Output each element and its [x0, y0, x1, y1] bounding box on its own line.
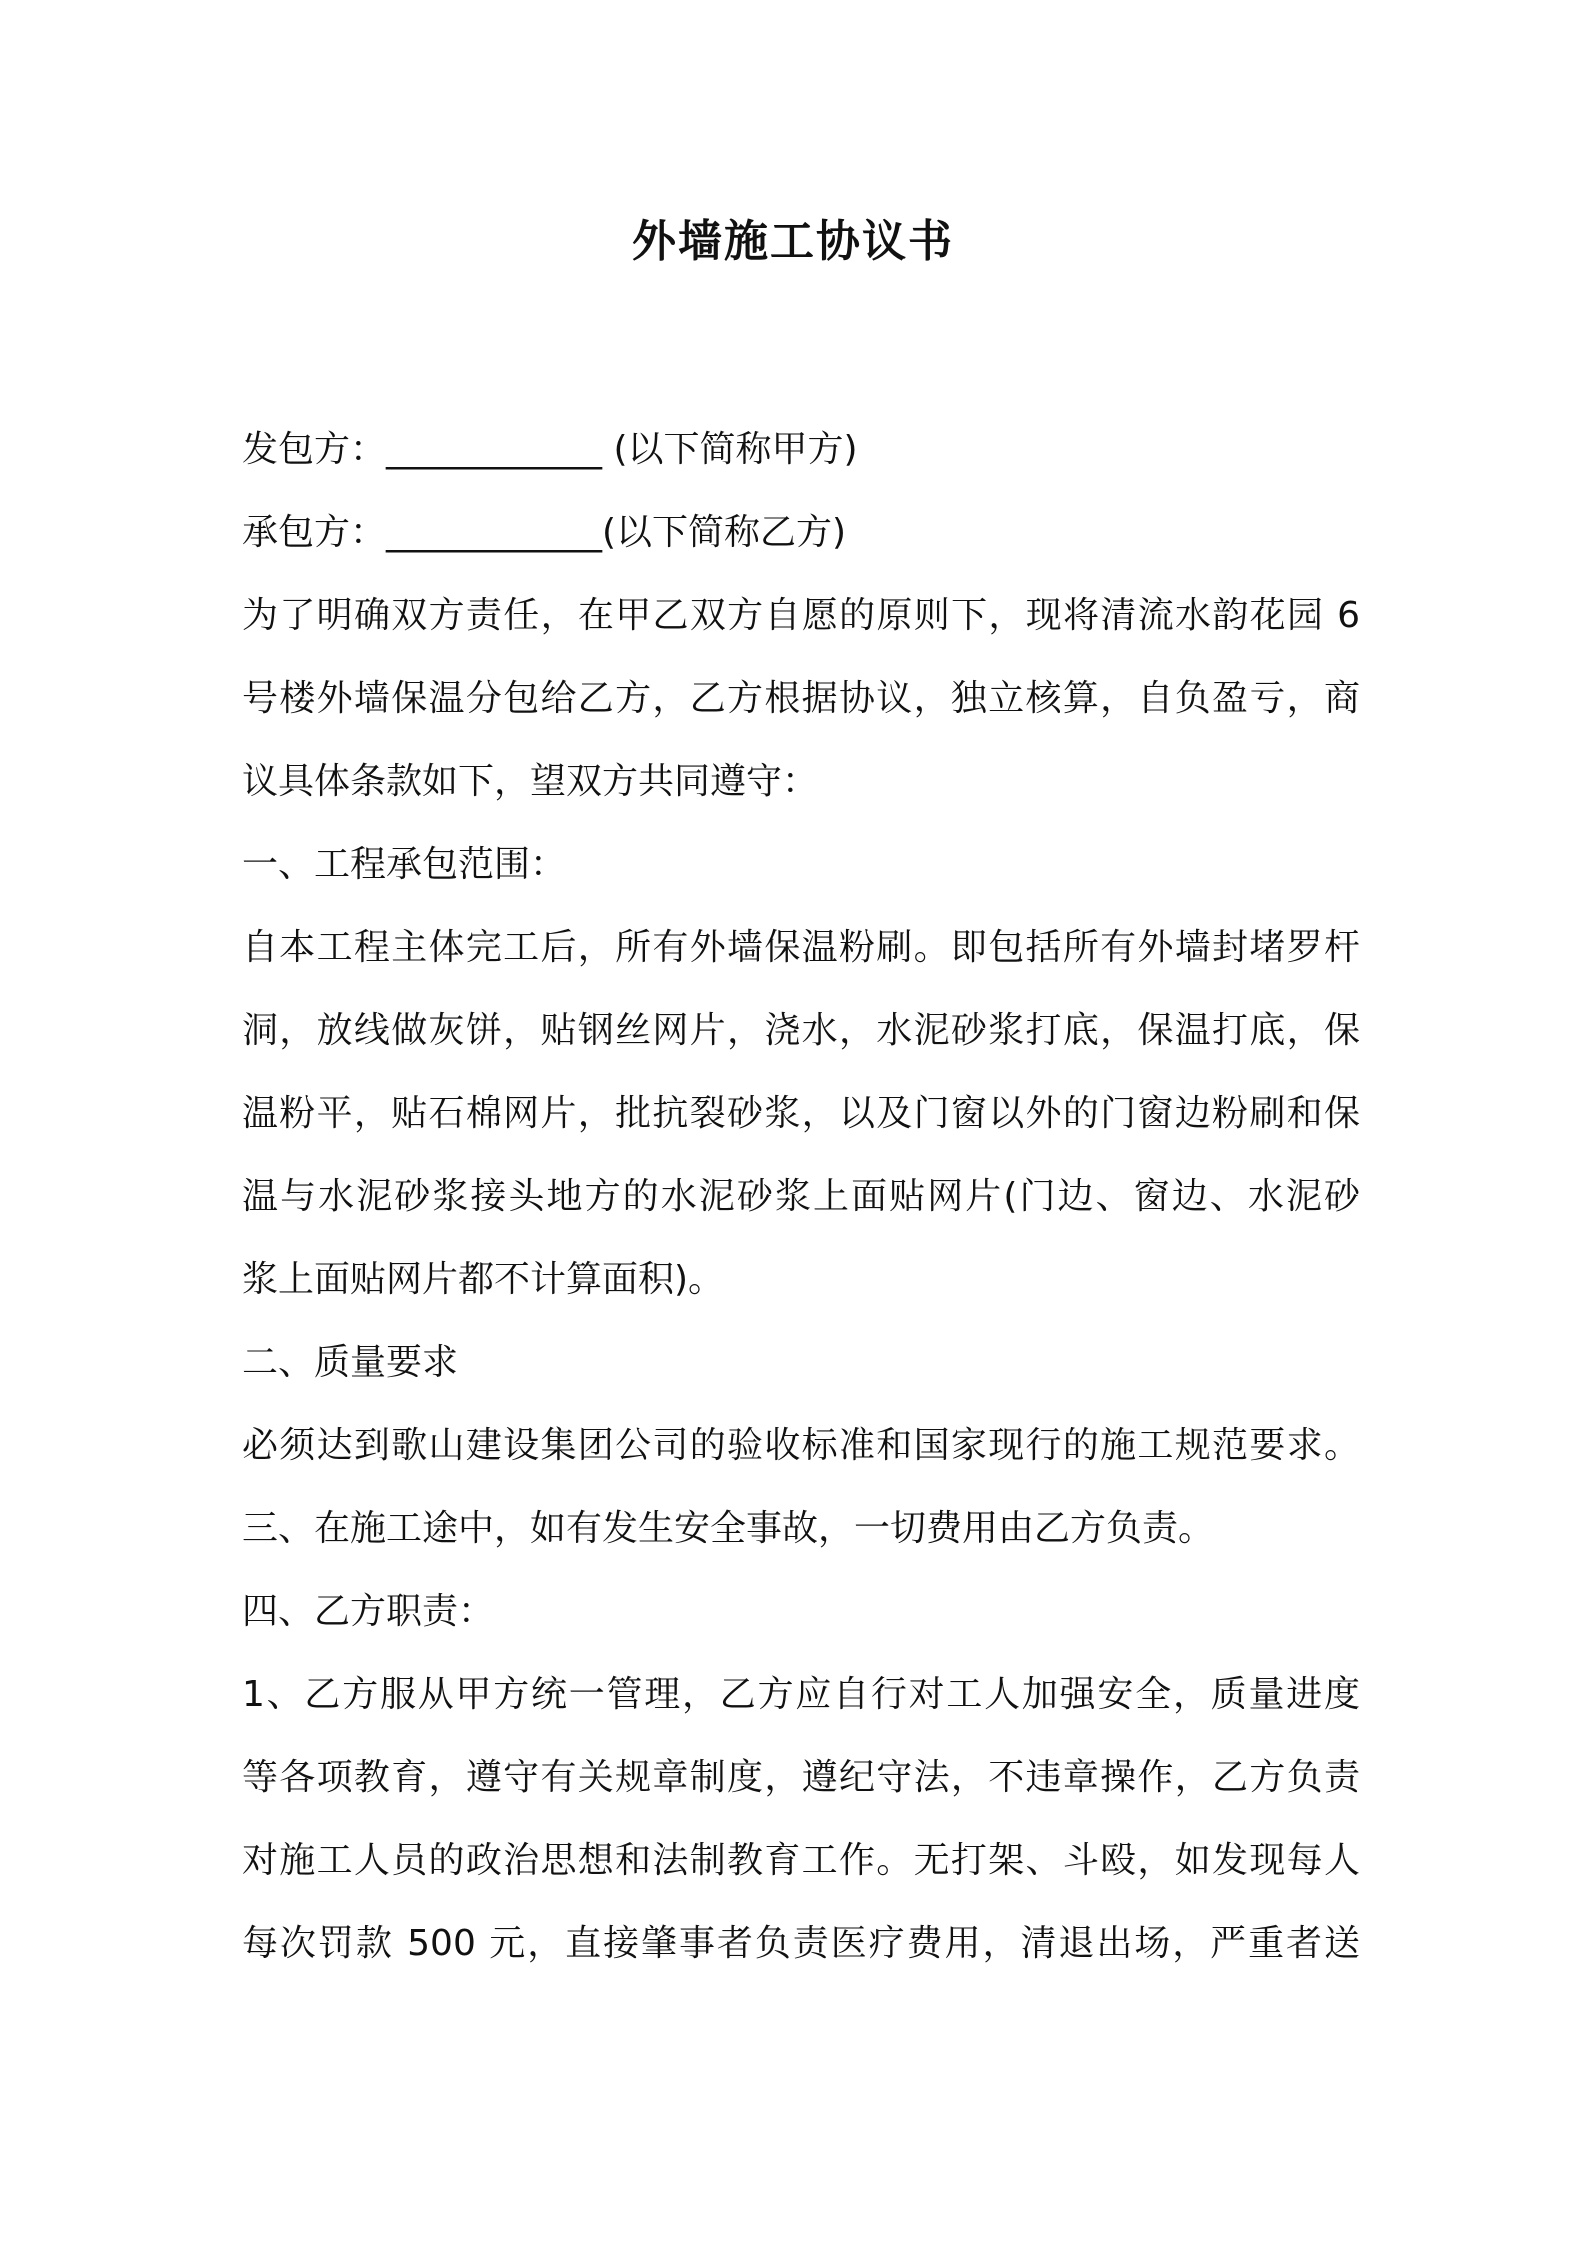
- paragraph-line: 为了明确双方责任，在甲乙双方自愿的原则下，现将清流水韵花园 6: [242, 595, 1360, 636]
- paragraph-line: 议具体条款如下，望双方共同遵守：: [242, 761, 819, 802]
- paragraph-line: 浆上面贴网片都不计算面积)。: [242, 1259, 725, 1300]
- paragraph-line: 1、乙方服从甲方统一管理，乙方应自行对工人加强安全，质量进度: [242, 1674, 1360, 1715]
- paragraph-line: 温粉平，贴石棉网片，批抗裂砂浆，以及门窗以外的门窗边粉刷和保: [242, 1093, 1360, 1134]
- paragraph-line: 承包方：____________(以下简称乙方): [242, 512, 847, 553]
- document-title: 外墙施工协议书: [632, 216, 954, 267]
- paragraph-line: 二、质量要求: [242, 1342, 459, 1383]
- paragraph-line: 等各项教育，遵守有关规章制度，遵纪守法，不违章操作，乙方负责: [242, 1757, 1360, 1798]
- paragraph-line: 发包方：____________ (以下简称甲方): [242, 429, 858, 470]
- document-body: [242, 408, 1360, 1985]
- paragraph-line: 洞，放线做灰饼，贴钢丝网片，浇水，水泥砂浆打底，保温打底，保: [242, 1010, 1360, 1051]
- paragraph-line: 对施工人员的政治思想和法制教育工作。无打架、斗殴，如发现每人: [242, 1840, 1360, 1881]
- paragraph-line: 号楼外墙保温分包给乙方，乙方根据协议，独立核算，自负盈亏，商: [242, 678, 1360, 719]
- paragraph-line: 每次罚款 500 元，直接肇事者负责医疗费用，清退出场，严重者送: [242, 1923, 1360, 1964]
- paragraph-line: 一、工程承包范围：: [242, 844, 567, 885]
- paragraph-line: 三、在施工途中，如有发生安全事故，一切费用由乙方负责。: [242, 1508, 1215, 1549]
- paragraph-line: 温与水泥砂浆接头地方的水泥砂浆上面贴网片(门边、窗边、水泥砂: [242, 1176, 1360, 1217]
- paragraph-line: 四、乙方职责：: [242, 1591, 495, 1632]
- paragraph-line: 自本工程主体完工后，所有外墙保温粉刷。即包括所有外墙封堵罗杆: [242, 927, 1360, 968]
- paragraph-line: 必须达到歌山建设集团公司的验收标准和国家现行的施工规范要求。: [242, 1425, 1360, 1466]
